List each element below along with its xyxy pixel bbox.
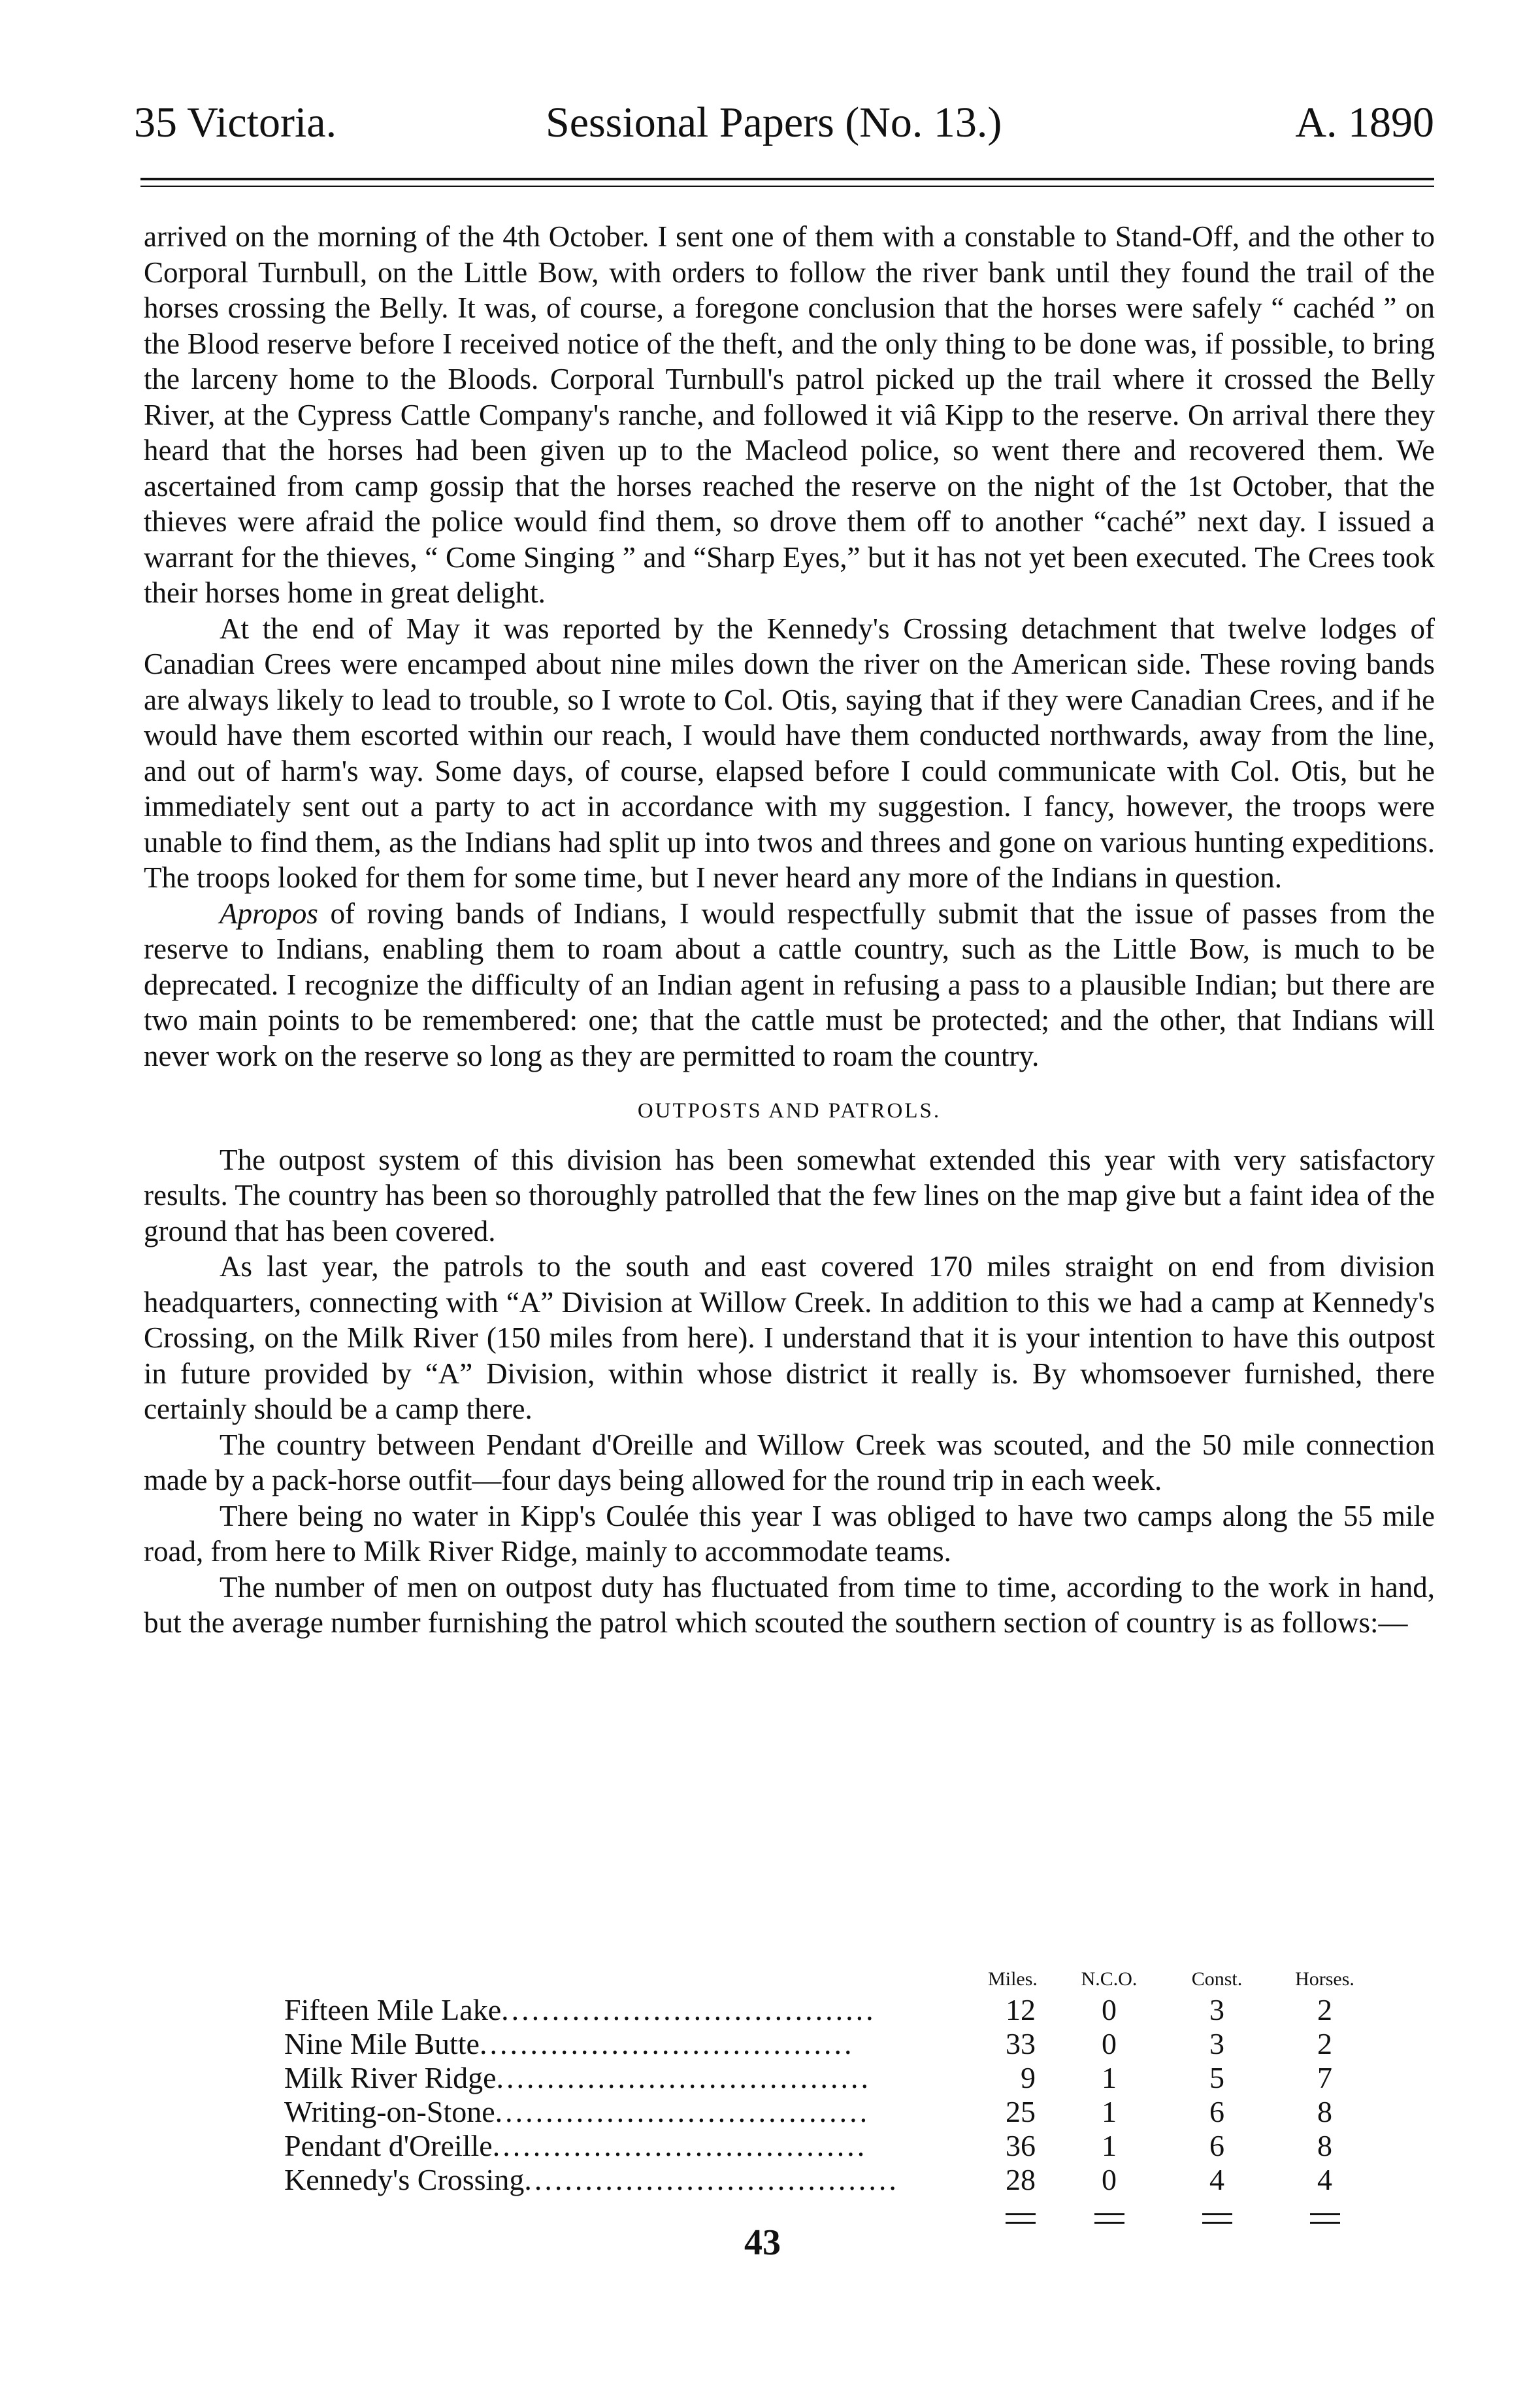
header-rule-thin <box>140 186 1434 187</box>
section-heading: OUTPOSTS AND PATROLS. <box>637 1099 942 1123</box>
col-horses: Horses. <box>1295 1968 1354 1990</box>
col-miles: Miles. <box>988 1968 1038 1990</box>
miles-cell: 28 <box>1006 2163 1036 2196</box>
const-cell: 3 <box>1209 1993 1224 2026</box>
nco-cell: 1 <box>1102 2061 1117 2094</box>
miles-cell: 25 <box>1006 2095 1036 2128</box>
running-header <box>134 98 1434 150</box>
leader-dots: ..................................... <box>495 2095 870 2128</box>
col-const: Const. <box>1191 1968 1243 1990</box>
table-row <box>284 2129 1379 2163</box>
nco-cell: 0 <box>1102 2027 1117 2060</box>
horses-cell: 2 <box>1317 2027 1332 2060</box>
place-name: Pendant d'Oreille <box>284 2129 493 2162</box>
leader-dots: ..................................... <box>479 2027 855 2060</box>
table-row <box>284 2061 1379 2095</box>
horses-cell: 2 <box>1317 1993 1332 2026</box>
header-rule-thick <box>140 178 1434 180</box>
miles-cell: 33 <box>1006 2027 1036 2060</box>
outpost-table <box>284 1968 1395 2231</box>
table-row <box>284 2095 1379 2129</box>
paragraph-patrols: As last year, the patrols to the south and east covered 170 miles straight on end from division headquarters, connecting with “A” Division at Willow Creek. In addition to this we had a camp at Kennedy's Crossing, on the Milk River (150 miles from here). I understand that it is your intention to have this outpost in future provided by “A” Division, within whose district it really is. By whomsoever furnished, there certainly should be a camp there. <box>144 1250 1435 1425</box>
leader-dots: ..................................... <box>492 2129 868 2162</box>
leader-dots: ..................................... <box>524 2163 899 2196</box>
nco-cell: 0 <box>1102 2163 1117 2196</box>
const-cell: 6 <box>1209 2129 1224 2162</box>
const-cell: 3 <box>1209 2027 1224 2060</box>
const-cell: 6 <box>1209 2095 1224 2128</box>
leader-dots: ..................................... <box>496 2061 872 2094</box>
paragraph-scouting: The country between Pendant d'Oreille and Willow Creek was scouted, and the 50 mile connection made by a pack-horse outfit—four days being allowed for the round trip in each week. <box>144 1428 1435 1496</box>
miles-cell: 36 <box>1006 2129 1036 2162</box>
apropos-word: Apropos <box>220 897 318 930</box>
place-name: Writing-on-Stone <box>284 2095 495 2128</box>
horses-cell: 8 <box>1317 2095 1332 2128</box>
place-name: Fifteen Mile Lake <box>284 1993 502 2026</box>
header-volume: 35 Victoria. <box>134 99 337 146</box>
const-cell: 5 <box>1209 2061 1224 2094</box>
paragraph-camps: There being no water in Kipp's Coulée this year I was obliged to have two camps along the 55 mile road, from here to Milk River Ridge, mainly to accommodate teams. <box>144 1499 1435 1568</box>
const-cell: 4 <box>1209 2163 1224 2196</box>
report-body <box>144 219 1435 1641</box>
paragraph-roving-bands <box>144 896 1435 1074</box>
header-title: Sessional Papers (No. 13.) <box>546 99 1002 146</box>
paragraph-horse-theft: arrived on the morning of the 4th October. I sent one of them with a constable to Stand-Off, and the other to Corporal Turnbull, on the Little Bow, with orders to follow the river bank until they found the trail of the horses crossing the Belly. It was, of course, a foregone conclusion that the horses were safely “ cachéd ” on the Blood reserve before I received notice of the theft, and the only thing to be done was, if possible, to bring the larceny home to the Bloods. Corporal Turnbull's patrol picked up the trail where it crossed the Belly River, at the Cypress Cattle Company's ranche, and followed it viâ Kipp to the reserve. On arrival there they heard that the horses had been given up to the Macleod police, so went there and recovered them. We ascertained from camp gossip that the horses reached the reserve on the night of the 1st October, that the thieves were afraid the police would find them, so drove them off to another “caché” next day. I issued a warrant for the thieves, “ Come Singing ” and “Sharp Eyes,” but it has not yet been executed. The Crees took their horses home in great delight. <box>144 220 1435 609</box>
table-row <box>284 1993 1379 2027</box>
place-name: Nine Mile Butte <box>284 2027 480 2060</box>
paragraph-outpost-system: The outpost system of this division has been somewhat extended this year with very satisfactory results. The country has been so thoroughly patrolled that the few lines on the map give but a faint idea of the ground that has been covered. <box>144 1143 1435 1247</box>
miles-cell: 9 <box>1021 2061 1036 2094</box>
nco-cell: 1 <box>1102 2095 1117 2128</box>
header-year: A. 1890 <box>1295 99 1434 146</box>
table-header-row <box>284 1968 1379 1993</box>
col-nco: N.C.O. <box>1081 1968 1138 1990</box>
paragraph-canadian-crees: At the end of May it was reported by the Kennedy's Crossing detachment that twelve lodges of Canadian Crees were encamped about nine miles down the river on the American side. These roving bands are always likely to lead to trouble, so I wrote to Col. Otis, saying that if they were Canadian Crees, and if he would have them escorted within our reach, I would have them conducted northwards, away from the line, and out of harm's way. Some days, of course, elapsed before I could communicate with Col. Otis, but he immediately sent out a party to act in accordance with my suggestion. I fancy, however, the troops were unable to find them, as the Indians had split up into twos and threes and gone on various hunting expeditions. The troops looked for them for some time, but I never heard any more of the Indians in question. <box>144 612 1435 894</box>
table-row <box>284 2163 1379 2197</box>
horses-cell: 4 <box>1317 2163 1332 2196</box>
place-name: Kennedy's Crossing <box>284 2163 525 2196</box>
nco-cell: 1 <box>1102 2129 1117 2162</box>
page-number: 43 <box>744 2222 781 2263</box>
nco-cell: 0 <box>1102 1993 1117 2026</box>
horses-cell: 7 <box>1317 2061 1332 2094</box>
roving-bands-text: of roving bands of Indians, I would respectfully submit that the issue of passes from the reserve to Indians, enabling them to roam about a cattle country, such as the Little Bow, is much to be deprecated. I recognize the difficulty of an Indian agent in refusing a pass to a plausible Indian; but there are two main points to be remembered: one; that the cattle must be protected; and the other, that Indians will never work on the reserve so long as they are permitted to roam the country. <box>144 897 1435 1072</box>
horses-cell: 8 <box>1317 2129 1332 2162</box>
leader-dots: ..................................... <box>501 1993 876 2026</box>
table-row <box>284 2027 1379 2061</box>
miles-cell: 12 <box>1006 1993 1036 2026</box>
place-name: Milk River Ridge <box>284 2061 497 2094</box>
paragraph-number-of-men: The number of men on outpost duty has fluctuated from time to time, according to the work in hand, but the average number furnishing the patrol which scouted the southern section of country is as follows:— <box>144 1570 1435 1639</box>
